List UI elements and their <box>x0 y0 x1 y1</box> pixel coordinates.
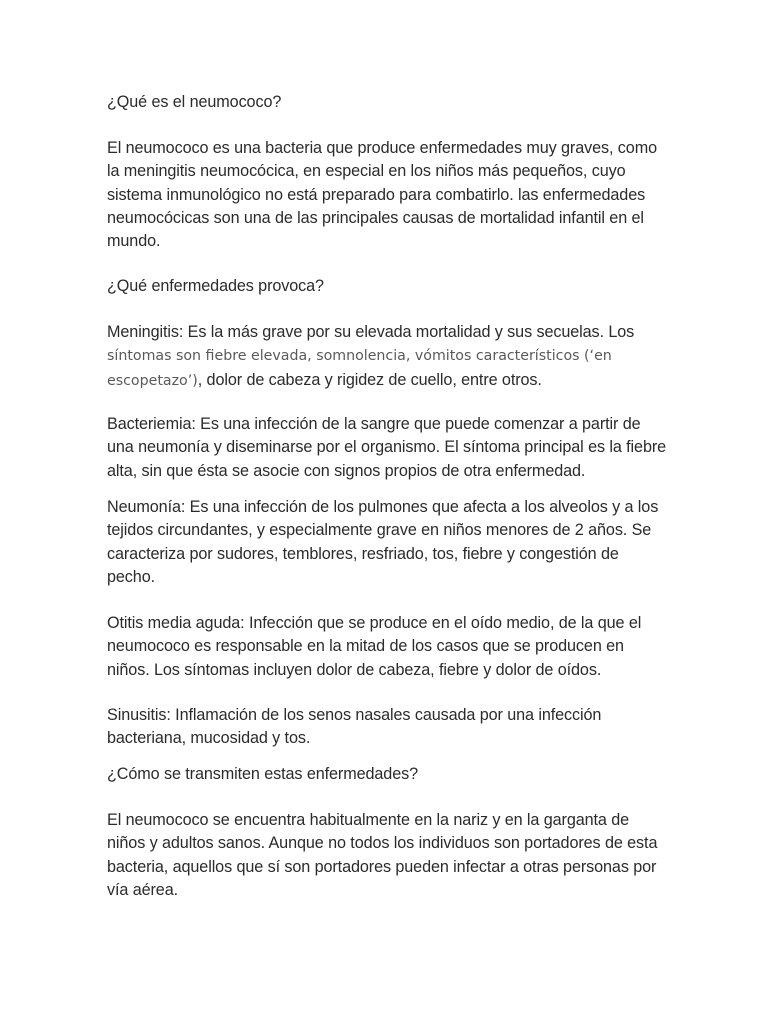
meningitis-text-start: Meningitis: Es la más grave por su elevada mortalidad y sus secuelas. Los <box>107 323 635 341</box>
paragraph-bacteriemia: Bacteriemia: Es una infección de la sangre que puede comenzar a partir de una neumonía y diseminarse por el organismo. El síntoma principal es la fiebre alta, sin que ésta se asocie con signos propios de otra enfermedad. <box>107 415 667 480</box>
question-diseases-caused: ¿Qué enfermedades provoca? <box>107 277 324 295</box>
paragraph-meningitis <box>107 321 667 393</box>
meningitis-symptoms-text: síntomas son fiebre elevada, somnolencia, vómitos característicos (‘en escopetazo’) <box>107 348 612 389</box>
meningitis-text-end: , dolor de cabeza y rigidez de cuello, entre otros. <box>197 370 542 389</box>
question-transmission: ¿Cómo se transmiten estas enfermedades? <box>107 765 419 783</box>
paragraph-transmission: El neumococo se encuentra habitualmente en la nariz y en la garganta de niños y adultos sanos. Aunque no todos los individuos son portadores de esta bacteria, aquellos que sí son portadores pueden infectar a otras personas por vía aérea. <box>107 811 658 899</box>
question-what-is-pneumococcus: ¿Qué es el neumococo? <box>107 93 282 111</box>
paragraph-sinusitis: Sinusitis: Inflamación de los senos nasales causada por una infección bacteriana, mucosidad y tos. <box>107 706 602 748</box>
paragraph-otitis: Otitis media aguda: Infección que se produce en el oído medio, de la que el neumococo es responsable en la mitad de los casos que se producen en niños. Los síntomas incluyen dolor de cabeza, fiebre y dolor de oídos. <box>107 614 642 679</box>
paragraph-neumonia: Neumonía: Es una infección de los pulmones que afecta a los alveolos y a los tejidos circundantes, y especialmente grave en niños menores de 2 años. Se caracteriza por sudores, temblores, resfriado, tos, fiebre y congestión de pecho. <box>107 498 659 586</box>
paragraph-pneumococcus-definition: El neumococo es una bacteria que produce enfermedades muy graves, como la meningitis neumocócica, en especial en los niños más pequeños, cuyo sistema inmunológico no está preparado para combatirlo. las enfermedades neumocócicas son una de las principales causas de mortalidad infantil en el mundo. <box>107 139 657 251</box>
